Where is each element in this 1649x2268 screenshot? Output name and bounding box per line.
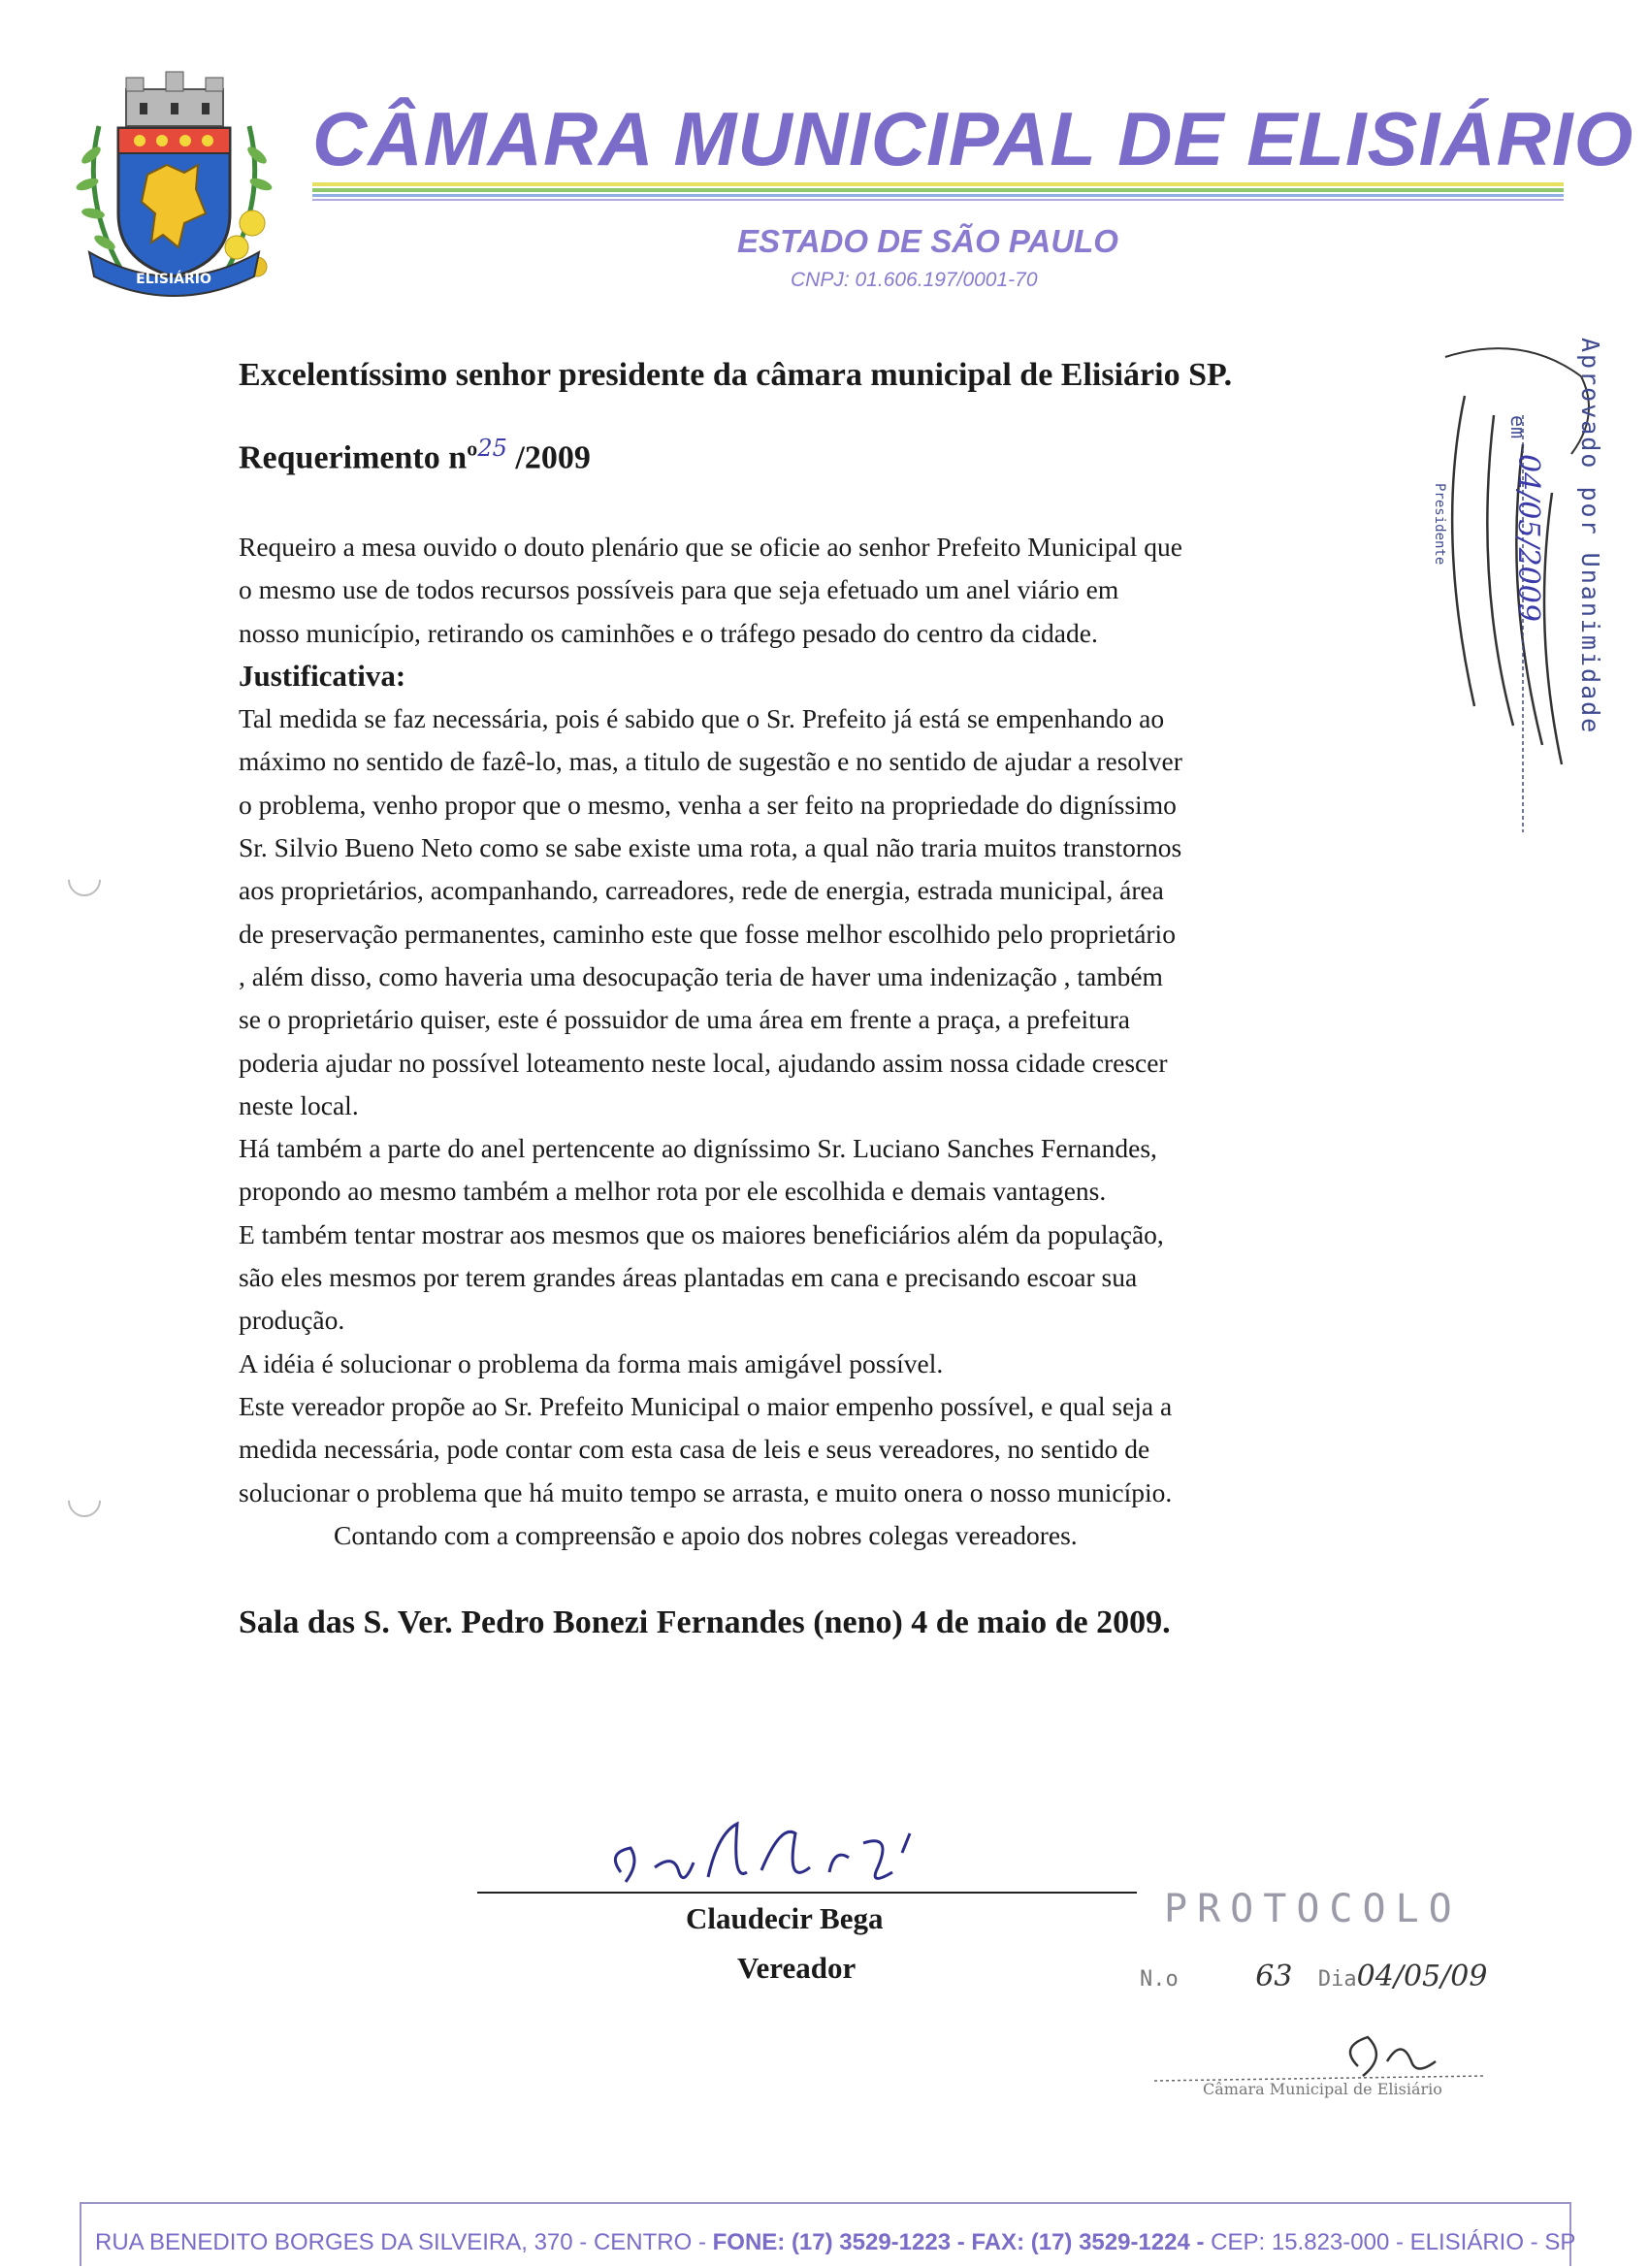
approval-stamp-text: Aprovado por Unanimidade bbox=[1576, 338, 1604, 735]
justificativa-line: Tal medida se faz necessária, pois é sabido que o Sr. Prefeito já está se empenhando ao bbox=[239, 703, 1165, 734]
municipal-crest-logo bbox=[70, 68, 278, 310]
requerimento-number-handwritten: 25 bbox=[477, 435, 507, 462]
justificativa-line: de preservação permanentes, caminho este que fosse melhor escolhido pelo proprietário bbox=[239, 918, 1176, 949]
justificativa-line: poderia ajudar no possível loteamento neste local, ajudando assim nossa cidade crescer bbox=[239, 1047, 1168, 1078]
svg-text:04/05/2009: 04/05/2009 bbox=[1511, 454, 1545, 622]
footer-street: RUA BENEDITO BORGES DA SILVEIRA, 370 - CENTRO - bbox=[95, 2229, 713, 2255]
protocolo-chamber-name: Câmara Municipal de Elisiário bbox=[1203, 2080, 1442, 2098]
request-line: Requeiro a mesa ouvido o douto plenário que se oficie ao senhor Prefeito Municipal que bbox=[239, 532, 1182, 562]
justificativa-line: produção. bbox=[239, 1305, 345, 1336]
footer-address bbox=[95, 2229, 1575, 2256]
requerimento-year: /2009 bbox=[515, 439, 591, 476]
state-name: ESTADO DE SÃO PAULO bbox=[737, 223, 1118, 259]
protocolo-number-date bbox=[1140, 1960, 1487, 1993]
justificativa-line: Este vereador propõe ao Sr. Prefeito Municipal o maior empenho possível, e qual seja a bbox=[239, 1390, 1173, 1421]
chamber-title: CÂMARA MUNICIPAL DE ELISIÁRIO bbox=[312, 96, 1634, 181]
document-body bbox=[239, 526, 1403, 1557]
requerimento-prefix: Requerimento nº bbox=[239, 439, 478, 476]
justificativa-line: o problema, venho propor que o mesmo, venha a ser feito na propriedade do digníssimo bbox=[239, 789, 1177, 820]
justificativa-line: Há também a parte do anel pertencente ao digníssimo Sr. Luciano Sanches Fernandes, bbox=[239, 1133, 1157, 1164]
closing-place-date: Sala das S. Ver. Pedro Bonezi Fernandes (neno) 4 de maio de 2009. bbox=[239, 1604, 1171, 1640]
justificativa-line: solucionar o problema que há muito tempo se arrasta, e muito onera o nosso município. bbox=[239, 1476, 1173, 1507]
justificativa-line: E também tentar mostrar aos mesmos que os maiores beneficiários além da população, bbox=[239, 1218, 1164, 1249]
header-rule-yellow bbox=[312, 182, 1564, 186]
footer-phone-fax: FONE: (17) 3529-1223 - FAX: (17) 3529-1224 - bbox=[712, 2229, 1212, 2255]
addressee-line: Excelentíssimo senhor presidente da câmara municipal de Elisiário SP. bbox=[239, 357, 1233, 393]
justificativa-line: , além disso, como haveria uma desocupação teria de haver uma indenização , também bbox=[239, 960, 1163, 991]
justificativa-heading: Justificativa: bbox=[239, 658, 406, 693]
request-line: o mesmo use de todos recursos possíveis para que seja efetuado um anel viário em bbox=[239, 574, 1119, 605]
justificativa-line: A idéia é solucionar o problema da forma mais amigável possível. bbox=[239, 1347, 944, 1378]
protocolo-date-value: 04/05/09 bbox=[1356, 1960, 1488, 1993]
handwritten-signature bbox=[601, 1795, 941, 1901]
signer-role: Vereador bbox=[737, 1951, 857, 1985]
svg-text:Presidente: Presidente bbox=[1432, 483, 1447, 566]
punch-hole-mark bbox=[61, 857, 108, 903]
svg-text:em: em bbox=[1506, 415, 1530, 439]
footer-cep-city: CEP: 15.823-000 - ELISIÁRIO - SP bbox=[1211, 2229, 1576, 2255]
justificativa-line: propondo ao mesmo também a melhor rota por ele escolhida e demais vantagens. bbox=[239, 1176, 1107, 1207]
justificativa-line: Sr. Silvio Bueno Neto como se sabe existe uma rota, a qual não traria muitos transtornos bbox=[239, 832, 1182, 863]
svg-text:ELISIÁRIO: ELISIÁRIO bbox=[136, 272, 211, 287]
header-rule-lilac bbox=[312, 199, 1564, 201]
justificativa-line: aos proprietários, acompanhando, carreadores, rede de energia, estrada municipal, área bbox=[239, 875, 1164, 906]
punch-hole-mark bbox=[61, 1477, 108, 1524]
justificativa-line: máximo no sentido de fazê-lo, mas, a titulo de sugestão e no sentido de ajudar a resolver bbox=[239, 746, 1182, 777]
signature-line bbox=[477, 1892, 1137, 1894]
closing-courtesy-line: Contando com a compreensão e apoio dos nobres colegas vereadores. bbox=[334, 1519, 1078, 1550]
requerimento-line bbox=[239, 435, 591, 476]
request-line: nosso município, retirando os caminhões e o tráfego pesado do centro da cidade. bbox=[239, 617, 1098, 648]
justificativa-line: se o proprietário quiser, este é possuidor de uma área em frente a praça, a prefeitura bbox=[239, 1004, 1130, 1035]
header-rule-green bbox=[312, 188, 1564, 192]
protocolo-number-label: N.o bbox=[1140, 1967, 1179, 1992]
justificativa-line: neste local. bbox=[239, 1089, 359, 1120]
protocolo-number-value: 63 bbox=[1255, 1960, 1293, 1993]
cnpj-number: CNPJ: 01.606.197/0001-70 bbox=[791, 269, 1038, 291]
justificativa-line: são eles mesmos por terem grandes áreas plantadas em cana e precisando escoar sua bbox=[239, 1262, 1138, 1293]
protocolo-date-label: Dia bbox=[1317, 1967, 1357, 1992]
justificativa-line: medida necessária, pode contar com esta casa de leis e seus vereadores, no sentido de bbox=[239, 1434, 1150, 1465]
protocolo-stamp-title: PROTOCOLO bbox=[1164, 1887, 1462, 1931]
header-rule-blue bbox=[312, 194, 1564, 197]
signer-name: Claudecir Bega bbox=[686, 1901, 884, 1935]
